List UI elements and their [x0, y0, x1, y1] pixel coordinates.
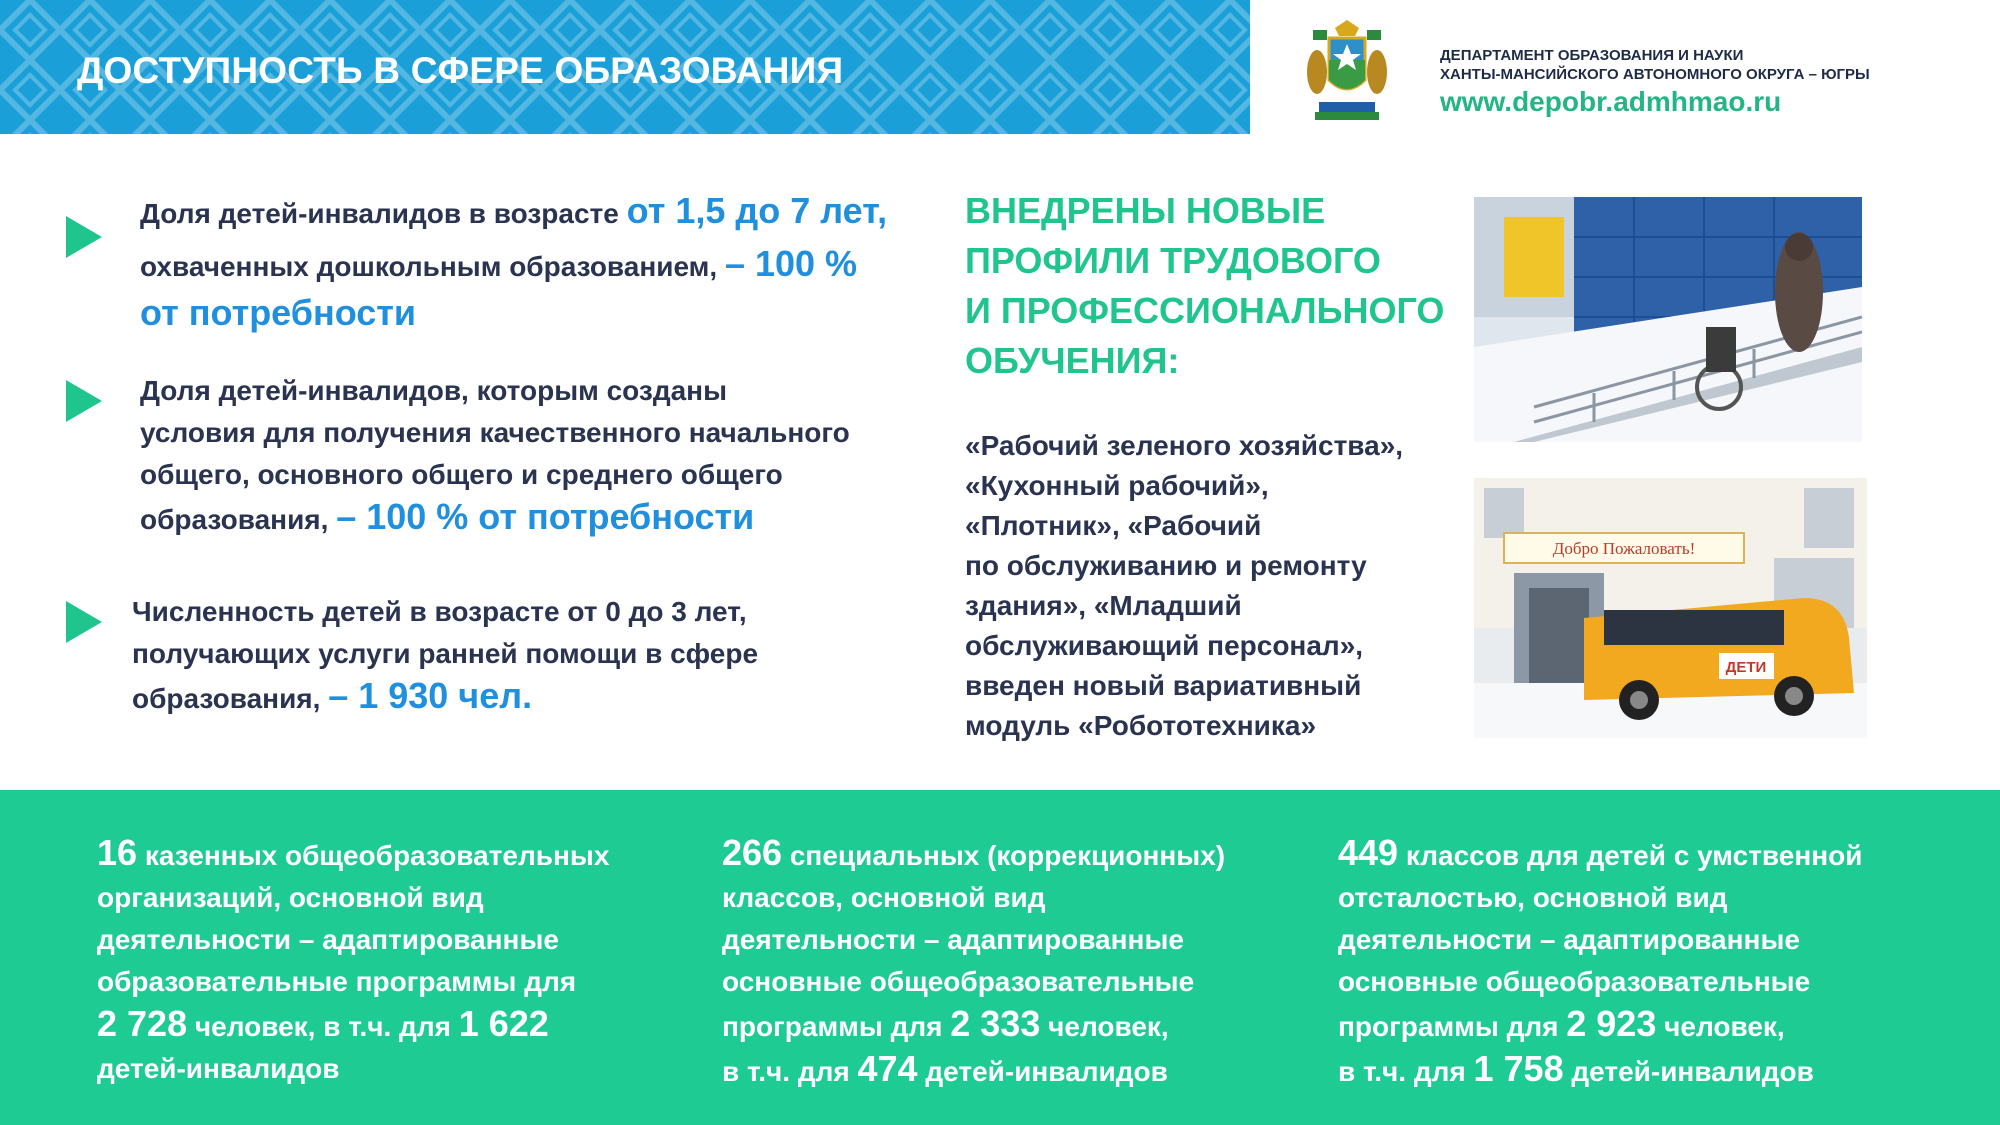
bus-photo-image	[1474, 478, 1867, 738]
page-title: ДОСТУПНОСТЬ В СФЕРЕ ОБРАЗОВАНИЯ	[77, 50, 844, 91]
bus-label: ДЕТИ	[1725, 659, 1767, 676]
bus-photo	[1474, 478, 1867, 738]
stat-column-3: 449 классов для детей с умственной отсталостью, основной вид деятельности – адаптированные основные общеобразовательные программы для 2 923 человек, в т.ч. для 1 758 детей-инвалидов	[1338, 832, 1863, 1089]
coat-of-arms-icon	[1305, 20, 1389, 126]
bullet-arrow-icon	[66, 380, 102, 422]
profiles-list: «Рабочий зеленого хозяйства», «Кухонный рабочий», «Плотник», «Рабочий по обслуживанию и ремонту здания», «Младший обслуживающий персонал», введен новый вариативный модуль «Робототехника»	[965, 430, 1404, 741]
bullet-arrow-icon	[66, 216, 102, 258]
stat-column-1: 16 казенных общеобразовательных организаций, основной вид деятельности – адаптированные образовательные программы для 2 728 человек, в т.ч. для 1 622 детей-инвалидов	[97, 832, 610, 1084]
ramp-photo	[1474, 197, 1862, 442]
bullet-2: Доля детей-инвалидов, которым созданы условия для получения качественного начального общего, основного общего и среднего общего образования, – 100 % от потребности	[140, 375, 850, 537]
website-link[interactable]: www.depobr.admhmao.ru	[1440, 86, 1782, 117]
bullet-3: Численность детей в возрасте от 0 до 3 лет, получающих услуги ранней помощи в сфере образования, – 1 930 чел.	[132, 596, 759, 716]
ramp-photo-image	[1474, 197, 1862, 442]
header-band	[0, 0, 1250, 134]
bullet-arrow-icon	[66, 601, 102, 643]
department-name-line1: ДЕПАРТАМЕНТ ОБРАЗОВАНИЯ И НАУКИ	[1440, 47, 1744, 64]
welcome-sign: Добро Пожаловать!	[1552, 539, 1696, 558]
department-name-line2: ХАНТЫ-МАНСИЙСКОГО АВТОНОМНОГО ОКРУГА – ЮГРЫ	[1440, 66, 1870, 83]
profiles-heading: ВНЕДРЕНЫ НОВЫЕ ПРОФИЛИ ТРУДОВОГО И ПРОФЕССИОНАЛЬНОГО ОБУЧЕНИЯ:	[965, 190, 1445, 381]
stat-column-2: 266 специальных (коррекционных) классов, основной вид деятельности – адаптированные основные общеобразовательные программы для 2 333 человек, в т.ч. для 474 детей-инвалидов	[722, 832, 1226, 1089]
bullet-1: Доля детей-инвалидов в возрасте от 1,5 до 7 лет, охваченных дошкольным образованием, – 100 % от потребности	[140, 190, 888, 333]
